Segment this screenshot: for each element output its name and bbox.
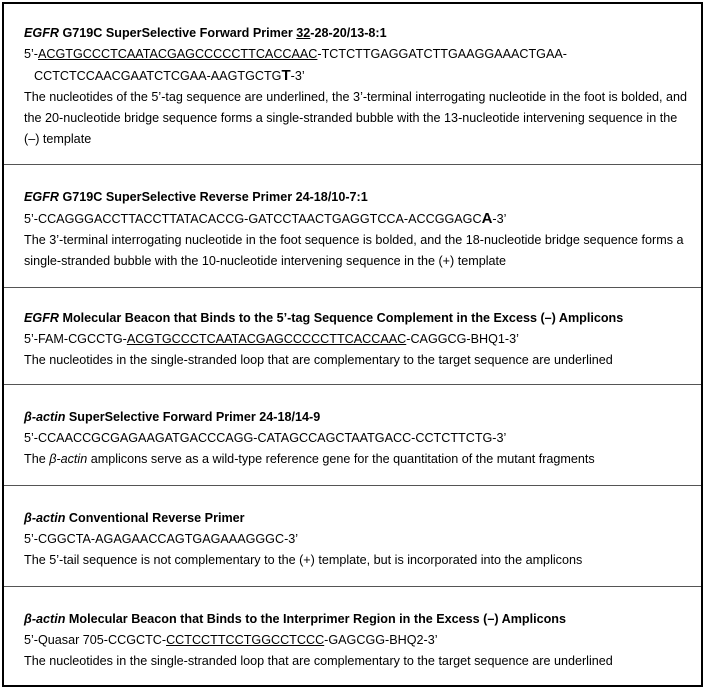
- interrogating-nucleotide: T: [281, 67, 291, 84]
- underlined-tag-sequence: ACGTGCCCTCAATACGAGCCCCCTTCACCAAC: [38, 47, 318, 61]
- sequence-line: 5’-Quasar 705-CCGCTC-CCTCCTTCCTGGCCTCCC-GAGCGG-BHQ2-3’: [24, 633, 438, 647]
- section-description: The β-actin amplicons serve as a wild-type reference gene for the quantitation of the mutant fragments: [24, 452, 595, 466]
- underlined-loop-sequence: ACGTGCCCTCAATACGAGCCCCCTTCACCAAC: [126, 332, 407, 346]
- section-divider: [4, 485, 701, 486]
- section-divider: [4, 586, 701, 587]
- sequence-line: 5’-ACGTGCCCTCAATACGAGCCCCCTTCACCAAC-TCTCTTGAGGATCTTGAAGGAAACTGAA-: [24, 47, 567, 61]
- section-egfr-forward-primer: [4, 23, 701, 150]
- section-bactin-forward-primer: [4, 407, 701, 470]
- section-title: EGFR Molecular Beacon that Binds to the 5’-tag Sequence Complement in the Excess (–) Amplicons: [24, 311, 624, 325]
- section-description: The 5’-tail sequence is not complementary to the (+) template, but is incorporated into the amplicons: [24, 553, 583, 567]
- section-description: The nucleotides in the single-stranded loop that are complementary to the target sequence are underlined: [24, 654, 613, 668]
- section-description: The nucleotides in the single-stranded loop that are complementary to the target sequence are underlined: [24, 353, 613, 367]
- sequence-line: 5’-CGGCTA-AGAGAACCAGTGAGAAAGGGC-3’: [24, 532, 299, 546]
- sequence-line: 5’-FAM-CGCCTG-ACGTGCCCTCAATACGAGCCCCCTTCACCAAC-CAGGCG-BHQ1-3’: [24, 332, 519, 346]
- section-bactin-molecular-beacon: [4, 609, 701, 672]
- section-title: EGFR G719C SuperSelective Reverse Primer 24-18/10-7:1: [24, 190, 368, 204]
- interrogating-nucleotide: A: [481, 210, 493, 227]
- section-title: β-actin SuperSelective Forward Primer 24-18/14-9: [24, 410, 321, 424]
- section-description: The nucleotides of the 5’-tag sequence are underlined, the 3’-terminal interrogating nucleotide in the foot is bolded, and the 20-nucleotide bridge sequence forms a single-stranded bubble with the 13-nucleotide intervening sequence in the (–) template: [24, 90, 688, 146]
- document-frame: [2, 2, 703, 687]
- section-divider: [4, 287, 701, 288]
- section-egfr-molecular-beacon: [4, 308, 701, 371]
- underlined-loop-sequence: CCTCCTTCCTGGCCTCCC: [166, 633, 325, 647]
- section-divider: [4, 164, 701, 165]
- section-divider: [4, 384, 701, 385]
- sequence-line-continued: CCTCTCCAACGAATCTCGAA-AAGTGCTGT-3’: [34, 67, 305, 84]
- section-bactin-reverse-primer: [4, 508, 701, 571]
- sequence-line: 5’-CCAGGGACCTTACCTTATACACCG-GATCCTAACTGAGGTCCA-ACCGGAGCA-3’: [24, 210, 507, 227]
- section-title: β-actin Conventional Reverse Primer: [24, 511, 245, 525]
- sequence-line: 5’-CCAACCGCGAGAAGATGACCCAGG-CATAGCCAGCTAATGACC-CCTCTTCTG-3’: [24, 431, 507, 445]
- section-egfr-reverse-primer: [4, 187, 701, 272]
- section-title: EGFR G719C SuperSelective Forward Primer 32-28-20/13-8:1: [24, 26, 387, 40]
- section-title: β-actin Molecular Beacon that Binds to the Interprimer Region in the Excess (–) Amplicons: [24, 612, 566, 626]
- section-description: The 3’-terminal interrogating nucleotide in the foot sequence is bolded, and the 18-nucleotide bridge sequence forms a single-stranded bubble with the 10-nucleotide intervening sequence in the (+) template: [24, 233, 684, 268]
